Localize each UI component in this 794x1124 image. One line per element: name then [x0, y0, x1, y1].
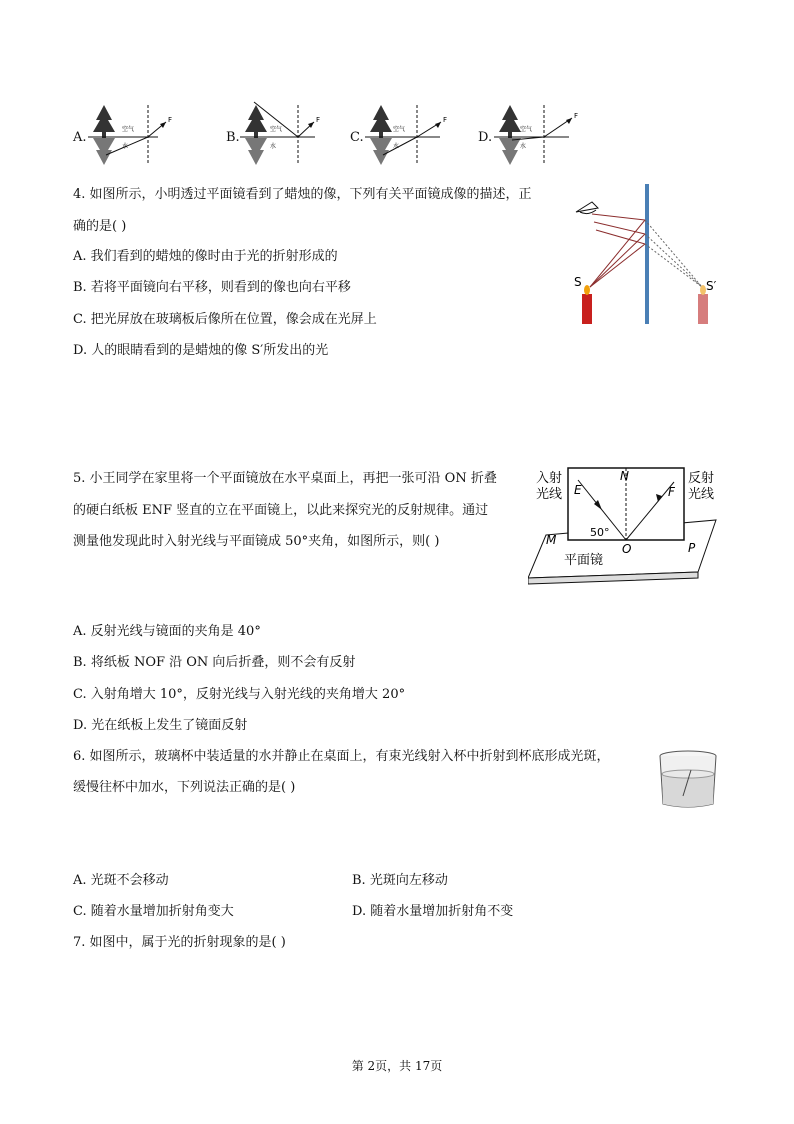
q4-stem-line1: 4. 如图所示，小明透过平面镜看到了蜡烛的像，下列有关平面镜成像的描述，正	[73, 187, 532, 202]
eye-icon	[576, 202, 598, 214]
q7-stem-line1: 7. 如图中，属于光的折射现象的是( )	[73, 935, 286, 950]
q5-stem-line2: 的硬白纸板 ENF 竖直的立在平面镜上，以此来探究光的反射规律。通过	[73, 503, 489, 518]
water-label: 水	[122, 143, 129, 150]
tree-icon	[370, 105, 392, 165]
q3-figure-a	[88, 100, 178, 170]
point-o: O	[622, 542, 632, 556]
tree-icon	[245, 105, 267, 165]
q3-option-b-label[interactable]: B.	[226, 130, 240, 145]
q5-reflection-figure	[528, 460, 728, 585]
q5-option-c[interactable]: C. 入射角增大 10°，反射光线与入射光线的夹角增大 20°	[73, 687, 406, 702]
q3-option-a-label[interactable]: A.	[73, 130, 87, 145]
point-p: P	[688, 541, 696, 555]
ray-label: F	[316, 116, 321, 124]
q5-option-d[interactable]: D. 光在纸板上发生了镜面反射	[73, 718, 248, 733]
q6-option-c[interactable]: C. 随着水量增加折射角变大	[73, 904, 234, 919]
q5-option-a[interactable]: A. 反射光线与镜面的夹角是 40°	[73, 624, 261, 639]
point-e: E	[574, 483, 582, 497]
point-n: N	[620, 469, 629, 483]
q5-stem-line1: 5. 小王同学在家里将一个平面镜放在水平桌面上，再把一张可沿 ON 折叠	[73, 471, 497, 486]
water-label: 水	[520, 143, 527, 150]
q6-glass-figure	[655, 748, 721, 812]
q5-option-b[interactable]: B. 将纸板 NOF 沿 ON 向后折叠，则不会有反射	[73, 655, 356, 670]
q4-stem-line2: 确的是( )	[73, 219, 127, 234]
q3-option-d-label[interactable]: D.	[478, 130, 493, 145]
air-label: 空气	[122, 126, 135, 133]
reflect-label-2: 光线	[688, 487, 715, 502]
air-label: 空气	[270, 126, 283, 133]
incident-label-1: 入射	[536, 471, 563, 486]
water-label: 水	[393, 143, 400, 150]
q4-option-b[interactable]: B. 若将平面镜向右平移，则看到的像也向右平移	[73, 280, 351, 295]
tree-icon	[93, 105, 115, 165]
q6-option-a[interactable]: A. 光斑不会移动	[73, 873, 169, 888]
q3-figure-b	[240, 100, 330, 170]
tree-icon	[499, 105, 521, 165]
q3-figure-c	[365, 100, 455, 170]
q3-figure-d	[494, 100, 584, 170]
candle-label: S	[574, 275, 582, 289]
q5-stem-line3: 测量他发现此时入射光线与平面镜成 50°夹角，如图所示，则( )	[73, 534, 440, 549]
water-label: 水	[270, 143, 277, 150]
ray-label: F	[168, 116, 173, 124]
ray-label: F	[443, 116, 448, 124]
q4-option-a[interactable]: A. 我们看到的蜡烛的像时由于光的折射形成的	[73, 249, 338, 264]
q6-option-d[interactable]: D. 随着水量增加折射角不变	[352, 904, 514, 919]
air-label: 空气	[393, 126, 406, 133]
image-label: S′	[706, 279, 717, 293]
page-footer: 第 2页，共 17页	[351, 1059, 443, 1073]
reflect-label-1: 反射	[688, 471, 715, 486]
mirror	[645, 184, 649, 324]
q6-option-b[interactable]: B. 光斑向左移动	[352, 873, 448, 888]
candle-icon	[582, 285, 592, 324]
point-m: M	[546, 533, 557, 547]
air-label: 空气	[520, 126, 533, 133]
mirror-label: 平面镜	[564, 553, 604, 568]
q4-mirror-figure	[570, 182, 730, 327]
angle-label: 50°	[590, 526, 610, 539]
q6-stem-line2: 缓慢往杯中加水，下列说法正确的是( )	[73, 780, 296, 795]
ray-label: F	[574, 112, 579, 120]
q6-stem-line1: 6. 如图所示，玻璃杯中装适量的水并静止在桌面上，有束光线射入杯中折射到杯底形成光斑，	[73, 749, 610, 764]
q4-option-c[interactable]: C. 把光屏放在玻璃板后像所在位置，像会成在光屏上	[73, 312, 377, 327]
point-f: F	[668, 485, 675, 499]
q3-option-c-label[interactable]: C.	[350, 130, 364, 145]
q4-option-d[interactable]: D. 人的眼睛看到的是蜡烛的像 S′所发出的光	[73, 343, 329, 358]
incident-label-2: 光线	[536, 487, 563, 502]
